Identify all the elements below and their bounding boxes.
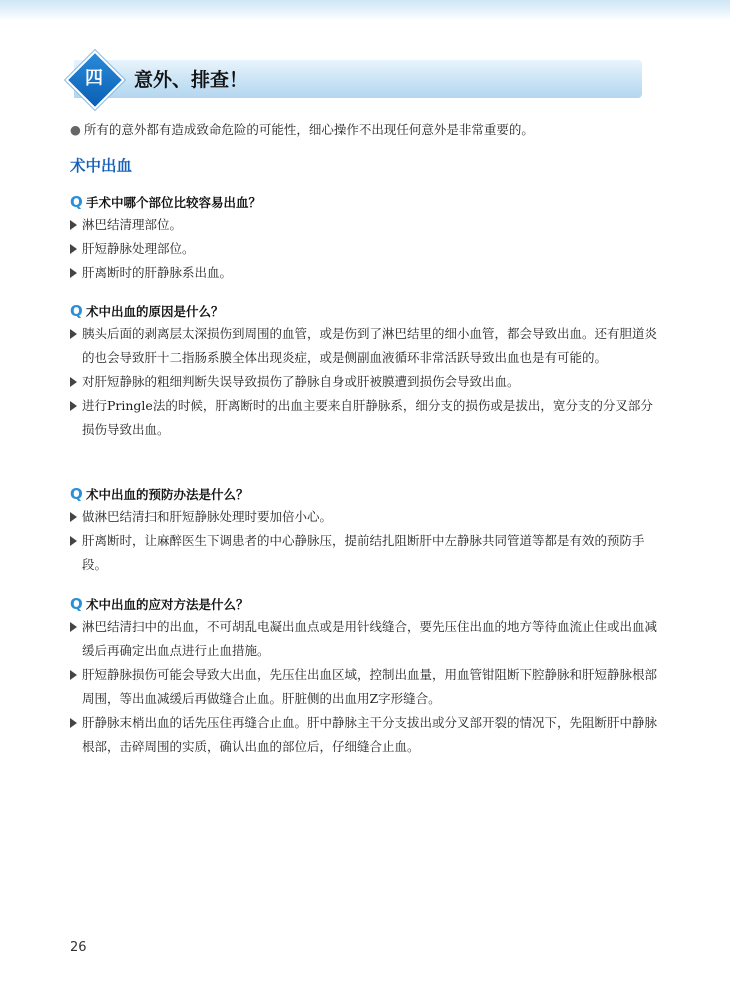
qa-block <box>70 483 660 577</box>
arrow-right-icon <box>70 670 77 680</box>
page-number: 26 <box>70 940 87 955</box>
qa-block <box>70 191 660 285</box>
arrow-right-icon <box>70 622 77 632</box>
answer-item <box>70 505 660 529</box>
answer-text: 肝离断时，让麻醉医生下调患者的中心静脉压，提前结扎阻断肝中左静脉共同管道等都是有效的预防手段。 <box>82 533 645 572</box>
intro-text: 所有的意外都有造成致命危险的可能性，细心操作不出现任何意外是非常重要的。 <box>83 122 534 137</box>
arrow-right-icon <box>70 220 77 230</box>
arrow-right-icon <box>70 536 77 546</box>
section-title: 意外、排查！ <box>134 69 249 91</box>
q-icon: Q <box>70 193 83 211</box>
answer-text: 肝离断时的肝静脉系出血。 <box>82 265 233 280</box>
question-heading <box>70 300 660 322</box>
page-header-band <box>0 0 730 20</box>
answer-text: 胰头后面的剥离层太深损伤到周围的血管，或是伤到了淋巴结里的细小血管，都会导致出血。还有胆道炎的也会导致肝十二指肠系膜全体出现炎症，或是侧副血液循环非常活跃导致出血也是有可能的。 <box>82 326 658 365</box>
answer-item <box>70 394 660 442</box>
qa-block <box>70 593 660 759</box>
arrow-right-icon <box>70 512 77 522</box>
question-heading <box>70 191 660 213</box>
answer-text: 淋巴结清扫中的出血，不可胡乱电凝出血点或是用针线缝合，要先压住出血的地方等待血流止住或出血减缓后再确定出血点进行止血措施。 <box>82 619 658 658</box>
arrow-right-icon <box>70 718 77 728</box>
answer-item <box>70 322 660 370</box>
answer-item <box>70 529 660 577</box>
section-number: 四 <box>85 68 103 89</box>
question-text: 术中出血的应对方法是什么？ <box>86 597 249 612</box>
q-icon: Q <box>70 302 83 320</box>
answer-item <box>70 261 660 285</box>
arrow-right-icon <box>70 329 77 339</box>
question-heading <box>70 483 660 505</box>
q-icon: Q <box>70 595 83 613</box>
arrow-right-icon <box>70 268 77 278</box>
answer-text: 肝短静脉损伤可能会导致大出血，先压住出血区域，控制出血量，用血管钳阻断下腔静脉和肝短静脉根部周围，等出血减缓后再做缝合止血。肝脏侧的出血用Z字形缝合。 <box>82 667 658 706</box>
question-text: 术中出血的预防办法是什么？ <box>86 487 249 502</box>
question-text: 手术中哪个部位比较容易出血？ <box>86 195 262 210</box>
section-number-badge <box>70 55 118 103</box>
bullet-dot-icon: ● <box>70 122 81 137</box>
answer-text: 对肝短静脉的粗细判断失误导致损伤了静脉自身或肝被膜遭到损伤会导致出血。 <box>82 374 520 389</box>
intro-paragraph <box>70 120 670 140</box>
q-icon: Q <box>70 485 83 503</box>
qa-block <box>70 300 660 442</box>
answer-item <box>70 237 660 261</box>
answer-item <box>70 711 660 759</box>
question-text: 术中出血的原因是什么？ <box>86 304 224 319</box>
answer-text: 做淋巴结清扫和肝短静脉处理时要加倍小心。 <box>82 509 333 524</box>
arrow-right-icon <box>70 244 77 254</box>
answer-text: 进行Pringle法的时候，肝离断时的出血主要来自肝静脉系，细分支的损伤或是拔出，宽分支的分叉部分损伤导致出血。 <box>82 398 653 437</box>
answer-text: 淋巴结清理部位。 <box>82 217 183 232</box>
arrow-right-icon <box>70 377 77 387</box>
answer-item <box>70 370 660 394</box>
answer-text: 肝短静脉处理部位。 <box>82 241 195 256</box>
answer-item <box>70 213 660 237</box>
question-heading <box>70 593 660 615</box>
answer-text: 肝静脉末梢出血的话先压住再缝合止血。肝中静脉主干分支拔出或分叉部开裂的情况下，先阻断肝中静脉根部，击碎周围的实质，确认出血的部位后，仔细缝合止血。 <box>82 715 658 754</box>
arrow-right-icon <box>70 401 77 411</box>
answer-item <box>70 663 660 711</box>
subsection-title: 术中出血 <box>70 157 133 175</box>
answer-item <box>70 615 660 663</box>
